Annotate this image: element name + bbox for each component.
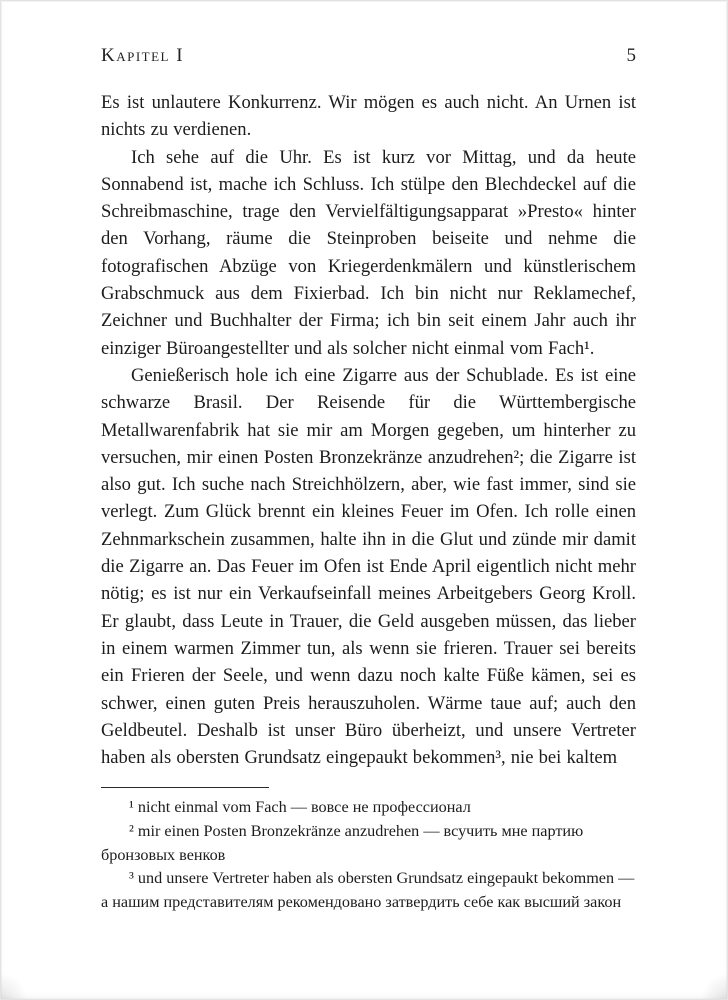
- paragraph: Genießerisch hole ich eine Zigarre aus der Schublade. Es ist eine schwarze Brasil. Der Reisende für die Württembergische Metallwarenfabrik hat sie mir am Morgen gegeben, um hinterher zu versuchen, mir einen Posten Bronzekränze anzudrehen²; die Zigarre ist also gut. Ich suche nach Streichhölzern, aber, wie fast immer, sind sie verlegt. Zum Glück brennt ein kleines Feuer im Ofen. Ich rolle einen Zehnmarkschein zusammen, halte ihn in die Glut und zünde mir damit die Zigarre an. Das Feuer im Ofen ist Ende April eigentlich nicht mehr nötig; es ist nur ein Verkaufseinfall meines Arbeitgebers Georg Kroll. Er glaubt, dass Leute in Trauer, die Geld ausgeben müssen, das lieber in einem warmen Zimmer tun, als wenn sie frieren. Trauer sei bereits ein Frieren der Seele, und wenn dazu noch kalte Füße kämen, sei es schwer, einen guten Preis herauszuholen. Wärme taue auf; auch den Geldbeutel. Deshalb ist unser Büro überheizt, und unsere Vertreter haben als obersten Grundsatz eingepaukt bekommen³, nie bei kaltem: [101, 364, 636, 769]
- page-corner-shadow: [1, 973, 27, 999]
- chapter-title: Kapitel I: [101, 45, 185, 66]
- page-corner-shadow: [701, 973, 727, 999]
- footnote-divider: [101, 787, 269, 788]
- running-head: [101, 45, 636, 67]
- page-content: [101, 45, 636, 914]
- footnote-item: ³ und unsere Vertreter haben als obersten Grundsatz eingepaukt bekommen — а нашим представителям рекомендовано затвердить себе как высший закон: [101, 869, 635, 911]
- body-text: [101, 89, 636, 771]
- page-number: 5: [626, 45, 636, 66]
- footnote-item: ² mir einen Posten Bronzekränze anzudrehen — всучить мне партию бронзовых венков: [101, 822, 584, 864]
- footnote-item: ¹ nicht einmal vom Fach — вовсе не профессионал: [129, 798, 471, 817]
- paragraph: Es ist unlautere Konkurrenz. Wir mögen es auch nicht. An Urnen ist nichts zu verdienen.: [101, 92, 636, 141]
- footnotes: [101, 796, 636, 914]
- paragraph: Ich sehe auf die Uhr. Es ist kurz vor Mittag, und da heute Sonnabend ist, mache ich Schluss. Ich stülpe den Blechdeckel auf die Schreibmaschine, trage den Vervielfältigungsapparat »Presto« hinter den Vorhang, räume die Steinproben beiseite und nehme die fotografischen Abzüge von Kriegerdenkmälern und künstlerischem Grabschmuck aus dem Fixierbad. Ich bin nicht nur Reklamechef, Zeichner und Buchhalter der Firma; ich bin seit einem Jahr auch ihr einziger Büroangestellter und als solcher nicht einmal vom Fach¹.: [101, 146, 636, 359]
